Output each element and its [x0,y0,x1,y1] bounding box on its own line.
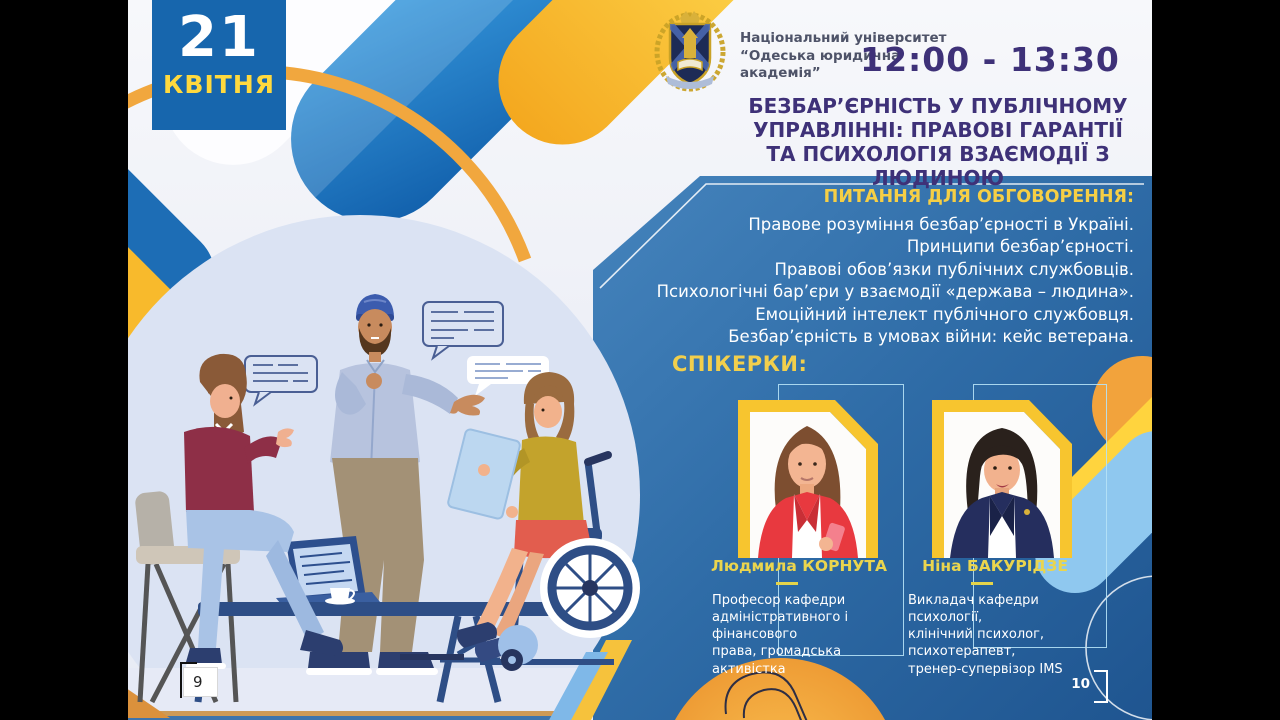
speaker-name: Ніна БАКУРІДЗЕ [922,557,1068,575]
page-number-right: 10 [1071,676,1090,692]
event-title-line: УПРАВЛІННІ: ПРАВОВІ ГАРАНТІЇ [753,118,1123,142]
speaker-dash [971,582,993,585]
discussion-item: Психологічні бар’єри у взаємодії «держава – людина». [656,282,1134,302]
speaker-name: Людмила КОРНУТА [711,557,887,575]
speaker-dash [776,582,798,585]
discussion-list [628,214,1134,348]
date-month: КВІТНЯ [162,70,276,99]
discussion-item: Принципи безбар’єрності. [906,237,1134,257]
discussion-item: Емоційний інтелект публічного службовця. [755,304,1134,324]
speaker-bio-line: Професор кафедри [712,593,846,608]
speaker-photo [932,392,1074,558]
poster-content [128,0,1152,720]
speaker-bio-line: клінічний психолог, [908,627,1045,643]
date-day: 21 [178,5,260,70]
speaker-bio-line: Викладач кафедри психології, [908,593,1039,626]
page-number-bracket-right [1094,670,1108,703]
discussion-item: Безбар’єрність в умовах війни: кейс ветерана. [728,327,1134,347]
event-title [724,94,1152,190]
event-title-line: ТА ПСИХОЛОГІЯ ВЗАЄМОДІЇ З ЛЮДИНОЮ [766,142,1110,190]
university-name-line: академія” [740,65,821,82]
page-number-left: 9 [184,668,217,696]
speaker-photo [738,392,880,558]
date-badge [152,0,286,130]
speaker-bio-line: адміністративного і фінансового [712,610,849,643]
university-crest-logo [652,8,728,92]
speaker-bio-line: тренер-супервізор IMS [908,661,1063,677]
speaker-bio-line: психотерапевт, [908,644,1016,660]
speaker-bio [908,592,1108,678]
speaker-bio-line: права, громадська активістка [712,644,842,677]
speakers-label: СПІКЕРКИ: [672,352,808,376]
speaker-bio [712,592,892,678]
event-title-line: БЕЗБАР’ЄРНІСТЬ У ПУБЛІЧНОМУ [748,94,1128,118]
discussion-header: ПИТАННЯ ДЛЯ ОБГОВОРЕННЯ: [823,187,1134,207]
university-name-line: “Одеська юридична [740,47,901,64]
discussion-item: Правові обов’язки публічних службовців. [774,259,1134,279]
university-name-line: Національний університет [740,30,947,46]
discussion-item: Правове розуміння безбар’єрності в Україні. [748,215,1134,234]
event-time: 12:00 - 13:30 [860,40,1120,79]
